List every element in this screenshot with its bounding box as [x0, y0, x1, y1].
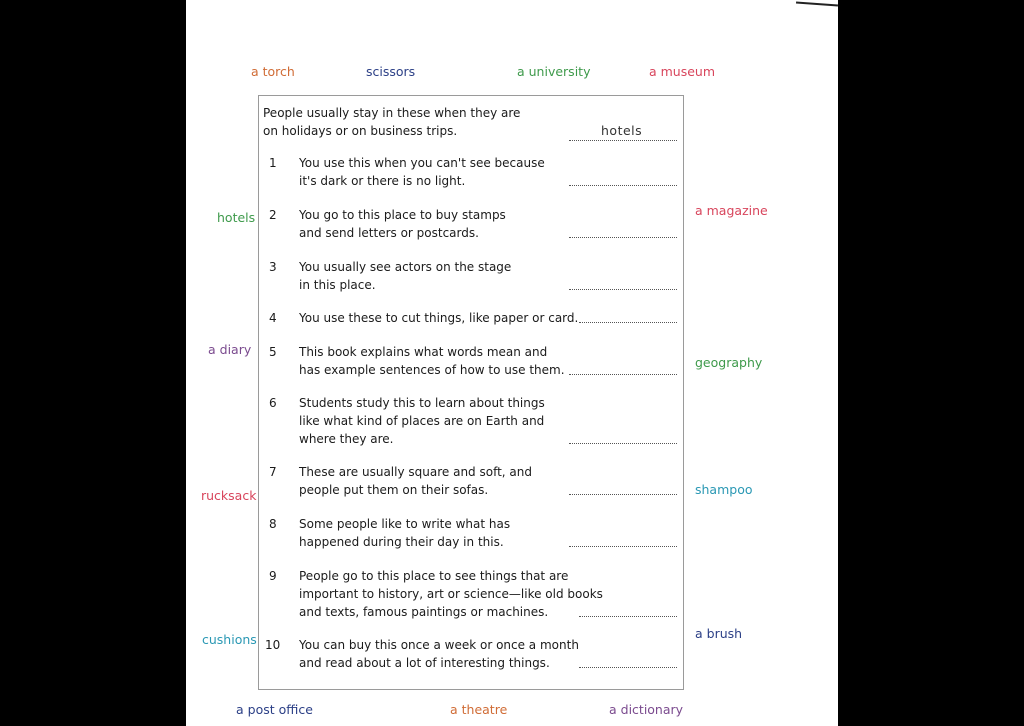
- word-bank-bottom-1: a post office: [236, 702, 313, 717]
- answer-line-10[interactable]: [579, 665, 677, 668]
- answer-line-3[interactable]: [569, 287, 677, 290]
- word-bank-bottom-3: a dictionary: [609, 702, 684, 717]
- answer-line-4[interactable]: [579, 320, 677, 323]
- word-bank-top-2: scissors: [366, 64, 416, 79]
- answer-line-5[interactable]: [569, 372, 677, 375]
- example-text: People usually stay in these when they are on holidays or on business trips.: [263, 106, 521, 138]
- word-bank-top-3: a university: [517, 64, 591, 79]
- word-bank-top-1: a torch: [251, 64, 295, 79]
- word-bank-right-4: a brush: [695, 626, 743, 641]
- word-bank-right-2: geography: [695, 355, 763, 370]
- answer-line-8[interactable]: [569, 544, 677, 547]
- word-bank-left-2: a diary: [208, 342, 252, 357]
- answer-line-7[interactable]: [569, 492, 677, 495]
- word-bank-left-3: rucksack: [201, 488, 257, 503]
- answer-line-6[interactable]: [569, 441, 677, 444]
- answer-line-2[interactable]: [569, 235, 677, 238]
- word-bank-left-4: cushions: [202, 632, 257, 647]
- answer-line-1[interactable]: [569, 183, 677, 186]
- word-bank-bottom-2: a theatre: [450, 702, 508, 717]
- word-bank-left-1: hotels: [217, 210, 256, 225]
- word-bank-top-4: a museum: [649, 64, 716, 79]
- answer-line-9[interactable]: [579, 614, 677, 617]
- example-answer: hotels: [601, 123, 643, 138]
- word-bank-right-1: a magazine: [695, 203, 768, 218]
- questions-box: People usually stay in these when they are on holidays or on business trips. hotels 1 You use this when you can't see because it's dark or there is no light. 2 You go to this place to buy stamps and send letters or postcards. 3 You usually see actors on the stage in this place. 4 You use these to cut things, like paper or card. 5 This book explains what words mean and has example sentences of how to use them. 6 Students study this to learn about things like what kind of places are on Earth and where they are. 7 These are usually square and soft, and people put them on their sofas. 8 Some people like to write what has happened during their day in this. 9 People go to this place to see things that are important to history, art or science—like old books and texts, famous paintings or machines. 10 You can buy this once a week or once a month and read about a lot of interesting things.: [258, 95, 684, 690]
- word-bank-right-3: shampoo: [695, 482, 753, 497]
